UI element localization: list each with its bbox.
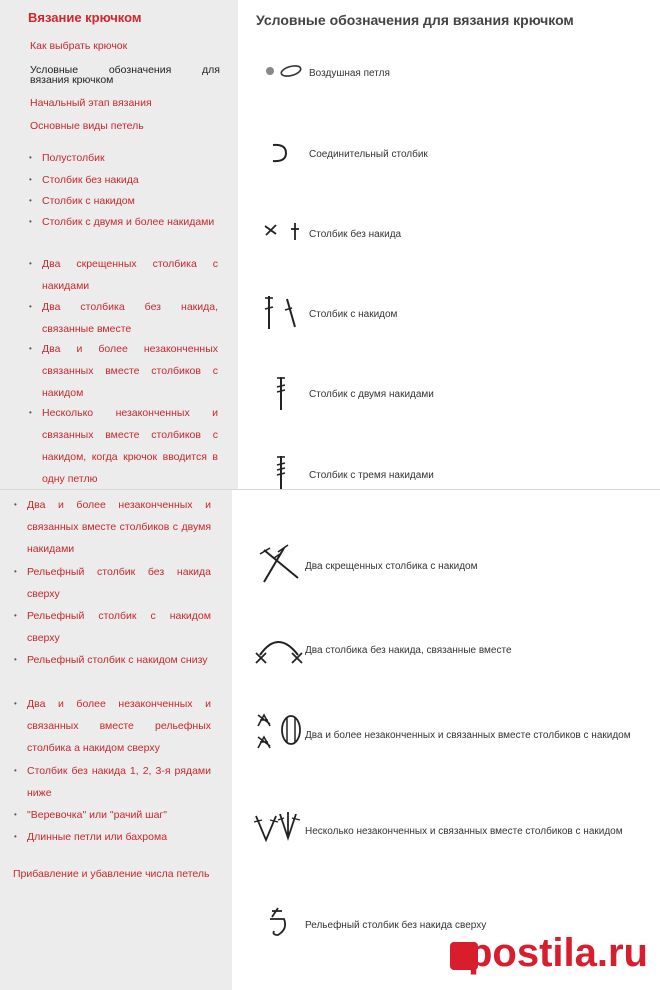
sidebar-bullet-16[interactable]: • Длинные петли или бахрома — [27, 826, 211, 848]
sidebar-bullet-5[interactable]: • Два скрещенных столбика с накидами — [42, 253, 218, 297]
sidebar-bullet-12[interactable]: • Рельефный столбик с накидом снизу — [27, 649, 211, 671]
symbol-label: Рельефный столбик без накида сверху — [305, 920, 487, 931]
sidebar-bullet-15[interactable]: • "Веревочка" или "рачий шаг" — [27, 804, 211, 826]
crossed-stitches-icon — [256, 542, 302, 586]
sidebar-link-basic[interactable]: Основные виды петель — [30, 120, 144, 132]
sidebar-bullet-3[interactable]: • Столбик с накидом — [42, 190, 218, 212]
sidebar-link-symbols-cont[interactable]: вязания крючком — [30, 74, 114, 86]
sidebar-bullet-10[interactable]: • Рельефный столбик без накида сверху — [27, 561, 211, 605]
sidebar-bullet-9[interactable]: • Два и более незаконченных и связанных вместе столбиков с двумя накидами — [27, 494, 211, 560]
sidebar — [0, 0, 238, 490]
slip-stitch-icon — [268, 140, 292, 166]
watermark: postila.ru — [467, 931, 648, 975]
symbol-label: Столбик без накида — [309, 229, 402, 240]
sidebar-bullet-14[interactable]: • Столбик без накида 1, 2, 3-я рядами ниже — [27, 760, 211, 804]
fan-cluster-icon — [252, 808, 304, 848]
symbol-label: Два столбика без накида, связанные вместе — [305, 645, 512, 656]
symbol-label: Соединительный столбик — [309, 149, 428, 160]
screenshot-top — [0, 0, 660, 490]
treble-crochet-icon — [270, 374, 294, 414]
page-title: Условные обозначения для вязания крючком — [256, 12, 574, 28]
sidebar-bullet-2[interactable]: • Столбик без накида — [42, 169, 218, 191]
sidebar-link-start[interactable]: Начальный этап вязания — [30, 97, 152, 109]
sidebar-title[interactable]: Вязание крючком — [28, 10, 142, 25]
sidebar-bullet-6[interactable]: • Два столбика без накида, связанные вместе — [42, 296, 218, 340]
symbol-label: Два скрещенных столбика с накидом — [305, 561, 478, 572]
sidebar-link-symbols[interactable]: Условные обозначения для — [30, 64, 220, 76]
symbol-label: Столбик с двумя накидами — [309, 389, 434, 400]
symbol-label: Несколько незаконченных и связанных вместе столбиков с накидом — [305, 826, 623, 837]
sidebar-bullet-13[interactable]: • Два и более незаконченных и связанных вместе рельефных столбика а накидом сверху — [27, 693, 211, 759]
sidebar-bullet-7[interactable]: • Два и более незаконченных связанных вместе столбиков с накидом — [42, 338, 218, 404]
symbol-label: Столбик с тремя накидами — [309, 470, 434, 481]
sidebar-bullet-1[interactable]: • Полустолбик — [42, 147, 218, 169]
sidebar-link-choose-hook[interactable]: Как выбрать крючок — [30, 40, 128, 52]
double-treble-icon — [270, 453, 294, 490]
sidebar-link-increase-decrease[interactable]: Прибавление и убавление числа петель — [13, 868, 210, 880]
symbol-label: Воздушная петля — [309, 68, 390, 79]
single-crochet-icon — [262, 220, 306, 246]
joined-stitches-icon — [252, 633, 308, 669]
sidebar-bullet-8[interactable]: • Несколько незаконченных и связанных вместе столбиков с накидом, когда крючок вводится в одну петлю — [42, 402, 218, 490]
symbol-label: Столбик с накидом — [309, 309, 398, 320]
sidebar-bullet-4[interactable]: • Столбик с двумя и более накидами — [42, 211, 218, 233]
sidebar-bullet-11[interactable]: • Рельефный столбик с накидом сверху — [27, 605, 211, 649]
double-crochet-icon — [260, 293, 304, 333]
chain-stitch-icon — [262, 62, 306, 80]
sidebar — [0, 490, 232, 990]
screenshot-bottom — [0, 490, 660, 990]
cluster-icon — [254, 712, 304, 752]
symbol-label: Два и более незаконченных и связанных вместе столбиков с накидом — [305, 730, 631, 741]
front-post-icon — [264, 905, 294, 941]
